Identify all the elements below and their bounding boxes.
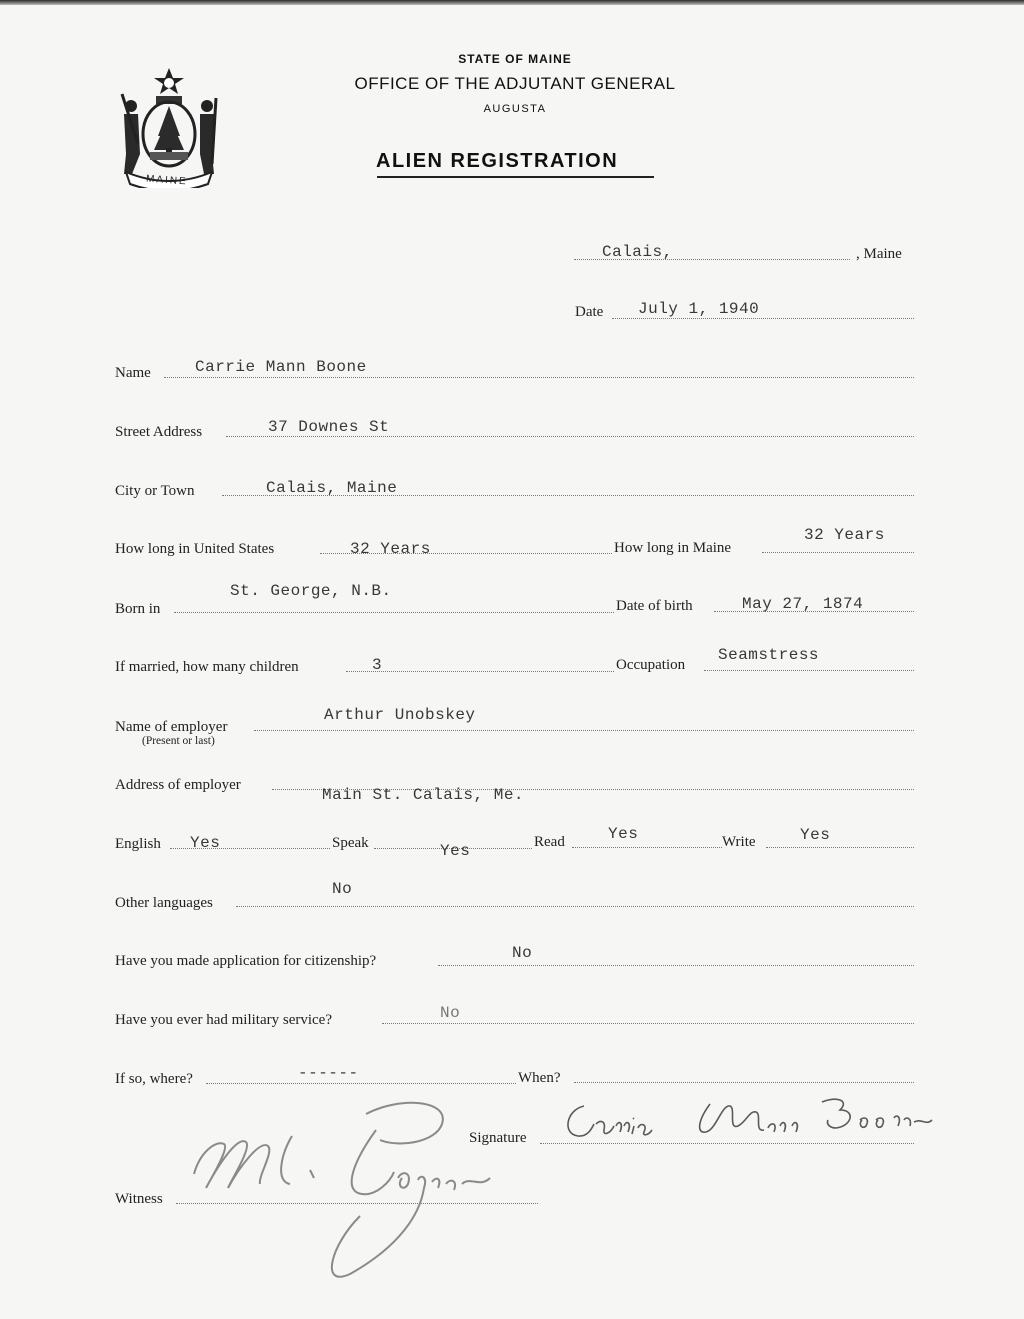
occupation-label: Occupation xyxy=(616,657,686,673)
title-underline xyxy=(377,176,654,178)
occupation-value: Seamstress xyxy=(718,646,820,664)
speak-label: Speak xyxy=(332,835,369,851)
place-value: Calais, xyxy=(602,243,673,261)
office-heading: OFFICE OF THE ADJUTANT GENERAL xyxy=(354,74,676,93)
witness-value xyxy=(190,1130,490,1160)
children-line xyxy=(346,671,614,672)
children-value: 3 xyxy=(372,656,383,674)
street-address-line xyxy=(226,436,914,437)
employer-name-label: Name of employer xyxy=(115,719,228,735)
born-in-value: St. George, N.B. xyxy=(230,582,392,600)
how-long-maine-line xyxy=(762,552,914,553)
children-label: If married, how many children xyxy=(115,659,299,675)
when-line xyxy=(574,1082,914,1083)
seal-banner-text: MAINE xyxy=(145,173,189,188)
employer-address-label: Address of employer xyxy=(115,777,241,793)
other-languages-label: Other languages xyxy=(115,895,213,911)
date-line xyxy=(612,318,914,319)
name-line xyxy=(164,377,914,378)
city-value: Calais, Maine xyxy=(266,479,398,497)
employer-name-line xyxy=(254,730,914,731)
scan-edge xyxy=(0,0,1024,5)
employer-name-value: Arthur Unobskey xyxy=(324,706,476,724)
city-heading: AUGUSTA xyxy=(483,103,547,115)
military-value: No xyxy=(440,1004,461,1022)
signature-label: Signature xyxy=(469,1130,527,1146)
city-label: City or Town xyxy=(115,483,195,499)
name-value: Carrie Mann Boone xyxy=(195,358,367,376)
employer-note: (Present or last) xyxy=(142,735,215,747)
if-so-where-value: ------ xyxy=(298,1064,359,1082)
signature-value xyxy=(560,1112,940,1142)
date-of-birth-value: May 27, 1874 xyxy=(742,595,864,613)
witness-handwriting xyxy=(180,1096,540,1296)
how-long-maine-value: 32 Years xyxy=(804,526,885,544)
if-so-where-line xyxy=(206,1083,516,1084)
name-label: Name xyxy=(115,365,151,381)
write-line xyxy=(766,847,914,848)
witness-label: Witness xyxy=(115,1191,163,1207)
military-label: Have you ever had military service? xyxy=(115,1012,332,1028)
date-of-birth-label: Date of birth xyxy=(616,598,693,614)
write-label: Write xyxy=(722,834,756,850)
read-label: Read xyxy=(534,834,565,850)
street-address-label: Street Address xyxy=(115,424,203,440)
english-value: Yes xyxy=(190,834,221,852)
if-so-where-label: If so, where? xyxy=(115,1071,193,1087)
state-heading: STATE OF MAINE xyxy=(458,52,572,66)
other-languages-value: No xyxy=(332,880,353,898)
speak-value: Yes xyxy=(440,842,471,860)
born-in-line xyxy=(174,612,614,613)
born-in-label: Born in xyxy=(115,601,161,617)
how-long-us-label: How long in United States xyxy=(115,541,275,557)
citizenship-line xyxy=(438,965,914,966)
citizenship-label: Have you made application for citizenship? xyxy=(115,953,377,969)
write-value: Yes xyxy=(800,826,831,844)
form-title: ALIEN REGISTRATION xyxy=(376,150,619,172)
date-label: Date xyxy=(575,304,604,320)
occupation-line xyxy=(704,670,914,671)
date-value: July 1, 1940 xyxy=(638,300,760,318)
employer-address-value: Main St. Calais, Me. xyxy=(322,786,525,804)
maine-label: , Maine xyxy=(856,246,902,262)
military-line xyxy=(382,1023,914,1024)
when-label: When? xyxy=(518,1070,561,1086)
street-address-value: 37 Downes St xyxy=(268,418,390,436)
read-value: Yes xyxy=(608,825,639,843)
read-line xyxy=(572,847,722,848)
other-languages-line xyxy=(236,906,914,907)
how-long-us-value: 32 Years xyxy=(350,540,431,558)
how-long-maine-label: How long in Maine xyxy=(614,540,732,556)
english-label: English xyxy=(115,836,161,852)
citizenship-value: No xyxy=(512,944,533,962)
maine-seal-icon xyxy=(114,64,224,188)
